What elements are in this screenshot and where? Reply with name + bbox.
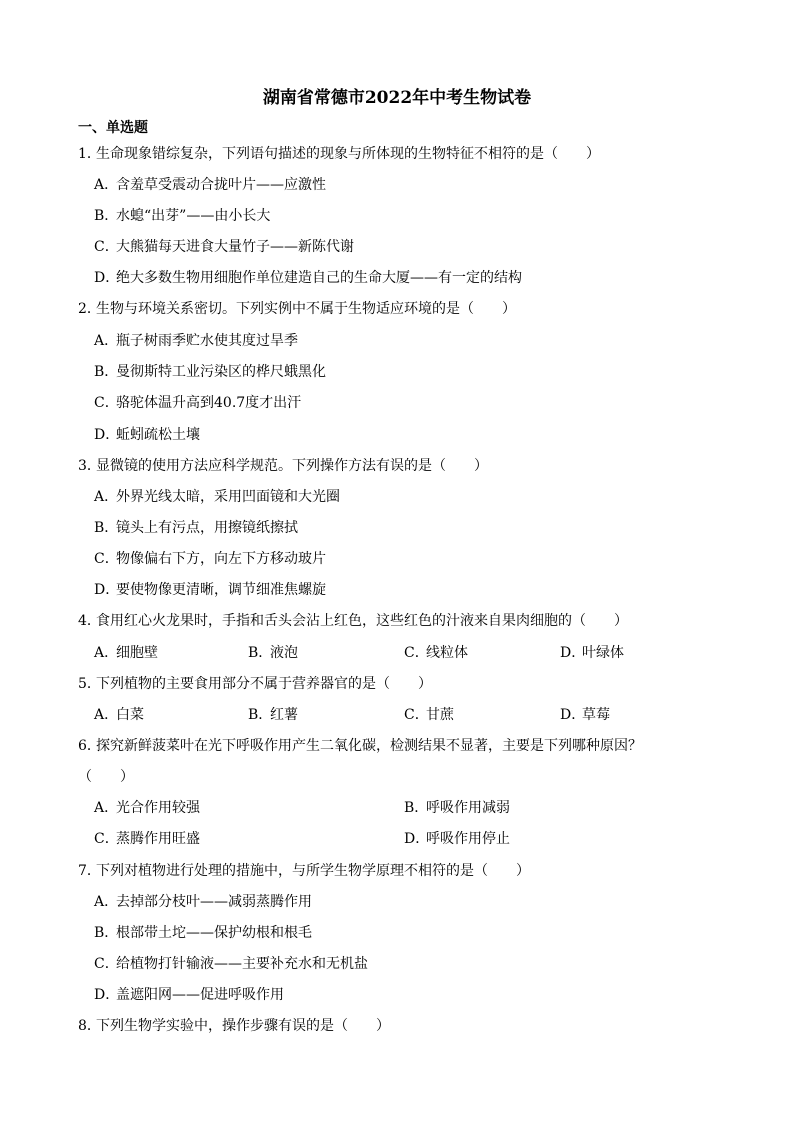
option-d: D．要使物像更清晰，调节细准焦螺旋	[94, 582, 326, 598]
option-a: A．含羞草受震动合拢叶片——应激性	[94, 177, 326, 193]
question-stem: 食用红心火龙果时，手指和舌头会沾上红色，这些红色的汁液来自果肉细胞的（ ）	[96, 613, 628, 629]
option-b: B．呼吸作用减弱	[404, 800, 510, 816]
option-b: B．根部带土坨——保护幼根和根毛	[94, 925, 312, 941]
question-5	[78, 674, 432, 694]
option-a: A．白菜	[94, 707, 144, 723]
question-number: 4．	[78, 613, 101, 629]
option-a: A．光合作用较强	[94, 800, 200, 816]
question-2	[78, 299, 516, 319]
option-c: C．给植物打针输液——主要补充水和无机盐	[94, 956, 368, 972]
option-b: B．液泡	[248, 645, 298, 661]
option-b: B．镜头上有污点，用擦镜纸擦拭	[94, 520, 298, 536]
question-number: 6．	[78, 738, 101, 754]
option-d: D．盖遮阳网——促进呼吸作用	[94, 987, 284, 1003]
question-number: 5．	[78, 676, 101, 692]
question-stem: 显微镜的使用方法应科学规范。下列操作方法有误的是（ ）	[96, 458, 488, 474]
page-title: 湖南省常德市2022年中考生物试卷	[262, 88, 532, 108]
option-d: D．叶绿体	[560, 645, 624, 661]
question-number: 3．	[78, 458, 101, 474]
question-stem: 下列对植物进行处理的措施中，与所学生物学原理不相符的是（ ）	[96, 863, 530, 879]
option-d: D．草莓	[560, 707, 610, 723]
option-c: C．大熊猫每天进食大量竹子——新陈代谢	[94, 239, 354, 255]
option-a: A．细胞壁	[94, 645, 158, 661]
question-stem: 生命现象错综复杂，下列语句描述的现象与所体现的生物特征不相符的是（ ）	[96, 146, 600, 162]
option-c: C．甘蔗	[404, 707, 454, 723]
option-d: D．绝大多数生物用细胞作单位建造自己的生命大厦——有一定的结构	[94, 270, 522, 286]
question-number: 2．	[78, 301, 101, 317]
option-d: D．蚯蚓疏松土壤	[94, 427, 200, 443]
option-c: C．物像偏右下方，向左下方移动玻片	[94, 551, 326, 567]
question-stem: 生物与环境关系密切。下列实例中不属于生物适应环境的是（ ）	[96, 301, 516, 317]
question-6-stem-continued: （ ）	[78, 769, 134, 785]
question-8	[78, 1016, 390, 1036]
option-a: A．去掉部分枝叶——减弱蒸腾作用	[94, 894, 312, 910]
question-6	[78, 736, 642, 756]
option-b: B．曼彻斯特工业污染区的桦尺蛾黑化	[94, 364, 326, 380]
question-number: 1．	[78, 146, 101, 162]
question-3	[78, 456, 488, 476]
option-b: B．红薯	[248, 707, 298, 723]
option-d: D．呼吸作用停止	[404, 831, 510, 847]
question-number: 7．	[78, 863, 101, 879]
question-stem: 探究新鲜菠菜叶在光下呼吸作用产生二氧化碳，检测结果不显著，主要是下列哪种原因？	[96, 738, 642, 754]
question-4	[78, 611, 628, 631]
option-c: C．骆驼体温升高到40.7度才出汗	[94, 395, 302, 411]
question-1	[78, 144, 600, 164]
question-number: 8．	[78, 1018, 101, 1034]
question-stem: 下列植物的主要食用部分不属于营养器官的是（ ）	[96, 676, 432, 692]
section-heading: 一、单选题	[78, 120, 148, 136]
option-c: C．蒸腾作用旺盛	[94, 831, 200, 847]
option-c: C．线粒体	[404, 645, 468, 661]
option-a: A．瓶子树雨季贮水使其度过旱季	[94, 333, 298, 349]
question-stem: 下列生物学实验中，操作步骤有误的是（ ）	[96, 1018, 390, 1034]
option-a: A．外界光线太暗，采用凹面镜和大光圈	[94, 489, 340, 505]
question-7	[78, 861, 530, 881]
option-b: B．水螅“出芽”——由小长大	[94, 208, 271, 224]
